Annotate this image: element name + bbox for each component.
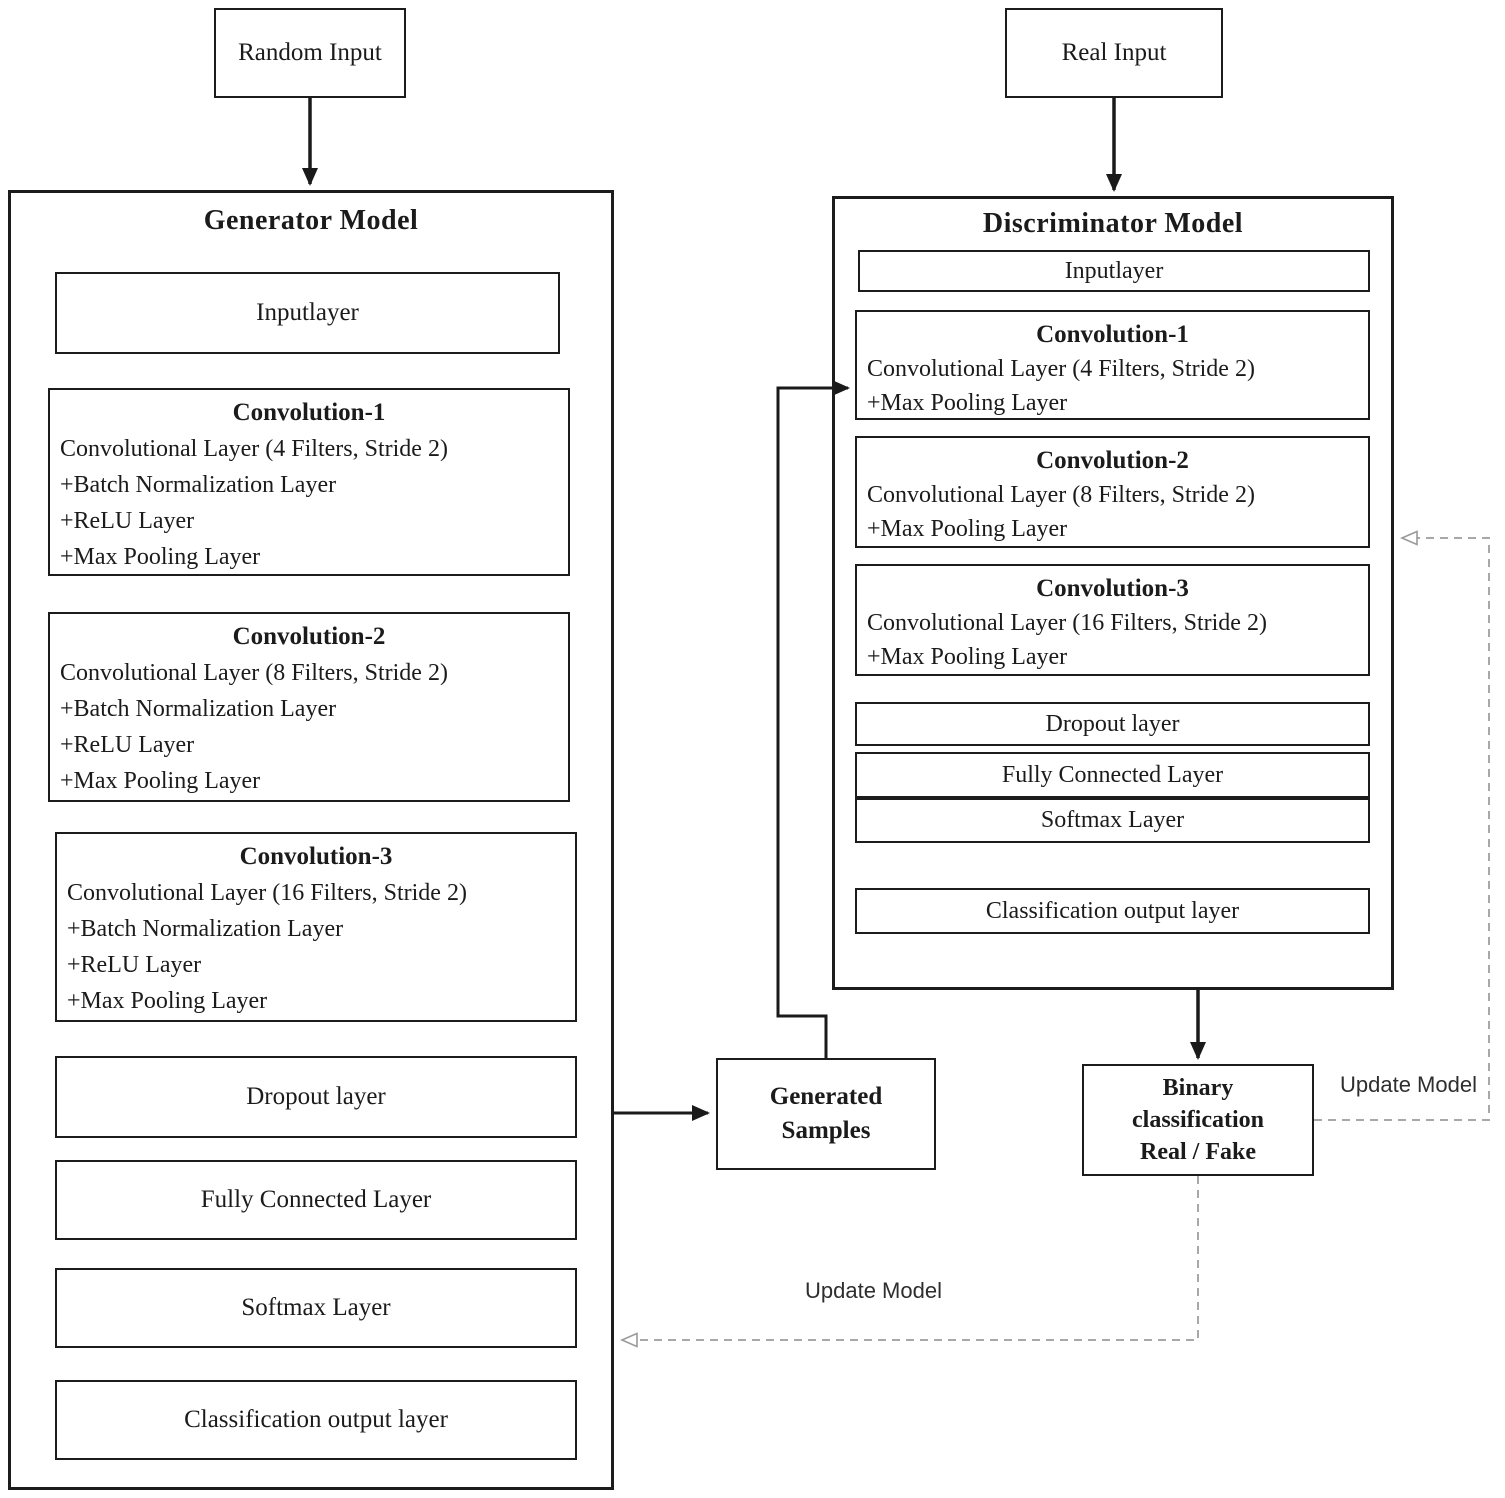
- discriminator-dropout-label: Dropout layer: [1045, 710, 1180, 737]
- binary-classification-line-3: Real / Fake: [1140, 1139, 1256, 1165]
- generator-input-layer-label: Inputlayer: [256, 299, 359, 326]
- generator-output-box: [55, 1380, 577, 1460]
- generator-conv1-line-3: +ReLU Layer: [60, 508, 195, 534]
- generator-conv3-line-3: +ReLU Layer: [67, 952, 202, 978]
- discriminator-input-layer-box: [858, 250, 1370, 292]
- generator-input-layer-box: [55, 272, 560, 354]
- discriminator-conv2-box: [855, 436, 1370, 548]
- random-input-node: [214, 8, 406, 98]
- generator-conv1-box: [48, 388, 570, 576]
- generator-conv1-line-1: Convolutional Layer (4 Filters, Stride 2): [60, 436, 448, 462]
- discriminator-input-layer-label: Inputlayer: [1064, 257, 1164, 284]
- generator-conv2-box: [48, 612, 570, 802]
- discriminator-conv3-title: Convolution-3: [1036, 575, 1189, 602]
- real-input-node: [1005, 8, 1223, 98]
- discriminator-fully-connected-box: [855, 752, 1370, 798]
- generator-fully-connected-label: Fully Connected Layer: [200, 1186, 432, 1213]
- discriminator-conv3-line-2: +Max Pooling Layer: [867, 644, 1068, 670]
- discriminator-conv1-line-2: +Max Pooling Layer: [867, 390, 1068, 416]
- generator-dropout-label: Dropout layer: [246, 1083, 386, 1110]
- update-model-label-bottom: Update Model: [805, 1278, 942, 1303]
- generator-conv2-line-1: Convolutional Layer (8 Filters, Stride 2): [60, 660, 448, 686]
- discriminator-output-box: [855, 888, 1370, 934]
- generator-conv3-title: Convolution-3: [239, 843, 393, 870]
- generator-softmax-label: Softmax Layer: [241, 1294, 391, 1321]
- dashed-update-model-to-generator: [622, 1176, 1198, 1340]
- real-input-label: Real Input: [1061, 39, 1167, 66]
- generator-model-title: Generator Model: [203, 205, 419, 236]
- discriminator-conv2-line-1: Convolutional Layer (8 Filters, Stride 2): [867, 482, 1255, 508]
- generator-fully-connected-box: [55, 1160, 577, 1240]
- random-input-label: Random Input: [238, 39, 382, 66]
- binary-classification-line-2: classification: [1132, 1107, 1264, 1133]
- generator-conv1-line-4: +Max Pooling Layer: [60, 544, 261, 570]
- discriminator-conv2-line-2: +Max Pooling Layer: [867, 516, 1068, 542]
- generator-conv3-line-2: +Batch Normalization Layer: [67, 916, 344, 942]
- generator-dropout-box: [55, 1056, 577, 1138]
- discriminator-model-title: Discriminator Model: [982, 208, 1244, 239]
- discriminator-conv3-box: [855, 564, 1370, 676]
- discriminator-fully-connected-label: Fully Connected Layer: [1001, 761, 1224, 788]
- discriminator-dropout-box: [855, 702, 1370, 746]
- update-model-label-right: Update Model: [1340, 1072, 1477, 1097]
- discriminator-softmax-label: Softmax Layer: [1040, 807, 1185, 833]
- discriminator-conv2-title: Convolution-2: [1036, 447, 1189, 474]
- generator-conv2-line-3: +ReLU Layer: [60, 732, 195, 758]
- generator-output-label: Classification output layer: [184, 1406, 448, 1433]
- discriminator-output-label: Classification output layer: [985, 897, 1240, 924]
- discriminator-conv1-title: Convolution-1: [1036, 321, 1189, 348]
- generator-conv2-title: Convolution-2: [232, 623, 386, 650]
- generator-conv1-title: Convolution-1: [232, 399, 386, 426]
- binary-classification-line-1: Binary: [1162, 1075, 1234, 1101]
- generator-conv2-line-4: +Max Pooling Layer: [60, 768, 261, 794]
- binary-classification-node: [1082, 1064, 1314, 1176]
- generator-conv3-line-4: +Max Pooling Layer: [67, 988, 268, 1014]
- discriminator-softmax-box: [855, 798, 1370, 843]
- generator-conv3-box: [55, 832, 577, 1022]
- discriminator-conv1-box: [855, 310, 1370, 420]
- discriminator-conv1-line-1: Convolutional Layer (4 Filters, Stride 2): [867, 356, 1255, 382]
- generator-softmax-box: [55, 1268, 577, 1348]
- generated-samples-node: [716, 1058, 936, 1170]
- generator-conv3-line-1: Convolutional Layer (16 Filters, Stride 2): [67, 880, 467, 906]
- generator-conv2-line-2: +Batch Normalization Layer: [60, 696, 337, 722]
- generator-conv1-line-2: +Batch Normalization Layer: [60, 472, 337, 498]
- discriminator-conv3-line-1: Convolutional Layer (16 Filters, Stride 2): [867, 610, 1267, 636]
- generated-samples-label: Generated Samples: [769, 1083, 883, 1144]
